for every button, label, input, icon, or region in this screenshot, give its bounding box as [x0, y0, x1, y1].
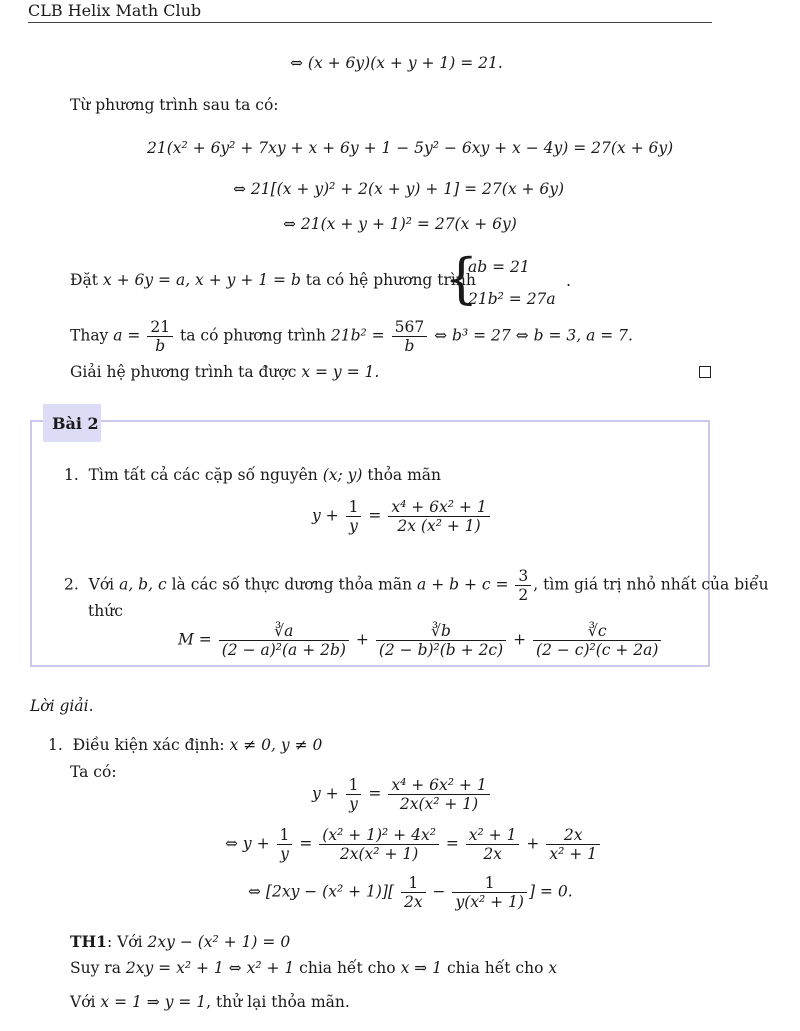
frac-den: b	[392, 336, 428, 355]
frac-num: x⁴ + 6x² + 1	[391, 498, 487, 516]
fraction-term-c	[533, 622, 661, 659]
solve-system-text: Giải hệ phương trình ta được	[70, 363, 302, 381]
solution-eq-2	[225, 826, 602, 863]
question-2-text-2: là các số thực dương thỏa mãn	[166, 575, 418, 594]
frac-num: x² + 1	[468, 826, 517, 844]
frac-den: 2x(x² + 1)	[319, 844, 439, 863]
fraction-x4	[388, 498, 489, 535]
frac-den: y	[346, 794, 362, 813]
abc: a, b, c	[119, 575, 167, 594]
fraction-x2p1-over-2x	[466, 826, 520, 863]
frac-num: 1	[484, 874, 495, 892]
solution-1-text: Điều kiện xác định:	[72, 736, 230, 754]
frac-den: (2 − b)²(b + 2c)	[376, 640, 506, 659]
question-2-text-1: Với	[88, 575, 120, 594]
b-result: ⇔ b³ = 27 ⇔ b = 3, a = 7.	[434, 326, 633, 345]
x-var-2: x	[548, 959, 558, 977]
frac-num: 1	[348, 776, 359, 794]
frac-num: 1	[348, 498, 359, 516]
fraction-1-over-2x	[401, 874, 426, 911]
frac-den: 2x(x² + 1)	[388, 794, 489, 813]
eq-21b2: 21b² =	[330, 326, 385, 345]
iff-bracket: ⇔ [2xy − (x² + 1)][	[248, 882, 395, 901]
system-eq-1: ab = 21	[468, 258, 530, 276]
solution-eq-1	[312, 776, 492, 813]
frac-num: 567	[394, 318, 425, 336]
frac-den: x² + 1	[546, 844, 600, 863]
question-1-suffix: thỏa mãn	[362, 466, 442, 484]
set-prefix: Đặt	[70, 271, 103, 289]
fraction-x4	[388, 776, 489, 813]
frac-den: y	[346, 516, 362, 535]
frac-num: x⁴ + 6x² + 1	[391, 776, 487, 794]
y-plus: y +	[312, 506, 339, 525]
equals-sign: =	[368, 784, 382, 803]
th1-label: TH1	[70, 932, 107, 951]
thu-lai-text: , thử lại thỏa mãn.	[206, 993, 350, 1011]
question-2-number: 2.	[64, 575, 79, 594]
frac-num: 2x	[563, 826, 583, 844]
fraction-21-over-b	[147, 318, 173, 355]
qed-square	[699, 366, 711, 378]
frac-num: ∛b	[431, 622, 451, 640]
frac-num: (x² + 1)² + 4x²	[322, 826, 436, 844]
suy-ra-equation: 2xy = x² + 1 ⇔ x² + 1	[125, 959, 295, 977]
header-title: CLB Helix Math Club	[28, 1, 202, 20]
plus-sign: +	[513, 630, 527, 649]
equals-sign: =	[299, 834, 313, 853]
frac-num: 21	[150, 318, 171, 336]
frac-num: 3	[518, 567, 529, 585]
frac-den: 2x (x² + 1)	[388, 516, 489, 535]
equals-sign: =	[445, 834, 459, 853]
substitute-mid: ta có phương trình	[175, 326, 331, 345]
set-variables-line	[70, 271, 476, 289]
set-mid: ta có hệ phương trình	[300, 271, 476, 289]
xy-result: x = y = 1.	[301, 363, 380, 381]
th1-equation: 2xy − (x² + 1) = 0	[147, 933, 291, 951]
end-zero: ] = 0.	[528, 882, 573, 901]
fraction-term-b	[376, 622, 506, 659]
question-2	[64, 567, 769, 604]
ta-co: Ta có:	[70, 763, 117, 781]
problem-label: Bài 2	[52, 414, 99, 433]
solution-eq-3	[248, 874, 573, 911]
fraction-1-over-yx2p1	[452, 874, 527, 911]
plus-sign: +	[526, 834, 540, 853]
th1-line	[70, 932, 290, 951]
solve-system-line	[70, 363, 379, 381]
abc-sum: a + b + c =	[417, 575, 509, 594]
suy-ra-text: Suy ra	[70, 959, 126, 977]
plus-sign: +	[355, 630, 369, 649]
frac-den: b	[147, 336, 173, 355]
question-1-text: Tìm tất cả các cặp số nguyên	[88, 466, 323, 484]
page-header	[28, 0, 712, 23]
fraction-mid	[319, 826, 439, 863]
pair-xy: (x; y)	[322, 466, 363, 484]
intro-line: Từ phương trình sau ta có:	[70, 96, 279, 114]
system-eq-2: 21b² = 27a	[468, 290, 556, 308]
x-var: x	[400, 959, 410, 977]
equation-top: ⇔ (x + 6y)(x + y + 1) = 21.	[290, 54, 503, 72]
th1-text: : Với	[106, 933, 148, 951]
fraction-1-over-y	[346, 776, 362, 813]
frac-den: (2 − a)²(a + 2b)	[219, 640, 349, 659]
iff-y-plus: ⇔ y +	[225, 834, 270, 853]
voi-text: Với	[70, 993, 101, 1011]
fraction-3-over-2	[515, 567, 531, 604]
solution-1-number: 1.	[48, 736, 63, 754]
equation-step2: ⇔ 21[(x + y)² + 2(x + y) + 1] = 27(x + 6y)	[233, 180, 565, 198]
frac-den: y	[277, 844, 293, 863]
arrow-one: ⇒ 1	[414, 959, 443, 977]
frac-den: y(x² + 1)	[452, 892, 527, 911]
frac-num: ∛c	[587, 622, 607, 640]
substitute-prefix: Thay	[70, 326, 114, 345]
question-2-text-3: , tìm giá trị nhỏ nhất của biểu	[533, 575, 769, 594]
chia-het-2: chia hết cho	[442, 959, 549, 977]
frac-num: ∛a	[274, 622, 294, 640]
question-1-equation	[312, 498, 492, 535]
fraction-567-over-b	[392, 318, 428, 355]
frac-num: 1	[279, 826, 290, 844]
domain-condition: x ≠ 0, y ≠ 0	[229, 736, 323, 754]
frac-den: 2x	[466, 844, 520, 863]
system-brace: {	[444, 247, 479, 310]
fraction-1-over-y	[346, 498, 362, 535]
substitute-line	[70, 318, 633, 355]
fraction-1-over-y	[277, 826, 293, 863]
question-2-cont: thức	[88, 602, 123, 620]
question-1	[64, 466, 441, 484]
equals-sign: =	[368, 506, 382, 525]
frac-den: (2 − c)²(c + 2a)	[533, 640, 661, 659]
question-1-number: 1.	[64, 466, 79, 484]
a-equals: a =	[113, 326, 141, 345]
solution-label: Lời giải.	[30, 697, 94, 715]
set-vars: x + 6y = a, x + y + 1 = b	[102, 271, 301, 289]
frac-den: 2x	[401, 892, 426, 911]
frac-den: 2	[515, 585, 531, 604]
chia-het-1: chia hết cho	[294, 959, 401, 977]
suy-ra-line	[70, 959, 557, 977]
y-plus: y +	[312, 784, 339, 803]
fraction-2x-over-x2p1	[546, 826, 600, 863]
voi-line	[70, 993, 350, 1011]
question-2-expression	[178, 622, 663, 659]
equation-step3: ⇔ 21(x + y + 1)² = 27(x + 6y)	[283, 215, 517, 233]
voi-equation: x = 1 ⇒ y = 1	[100, 993, 207, 1011]
system-end-dot: .	[566, 272, 571, 290]
fraction-term-a	[219, 622, 349, 659]
m-equals: M =	[178, 630, 212, 649]
frac-num: 1	[408, 874, 419, 892]
equation-long: 21(x² + 6y² + 7xy + x + 6y + 1 − 5y² − 6xy + x − 4y) = 27(x + 6y)	[147, 139, 674, 157]
solution-1	[48, 736, 322, 754]
minus-sign: −	[432, 882, 446, 901]
